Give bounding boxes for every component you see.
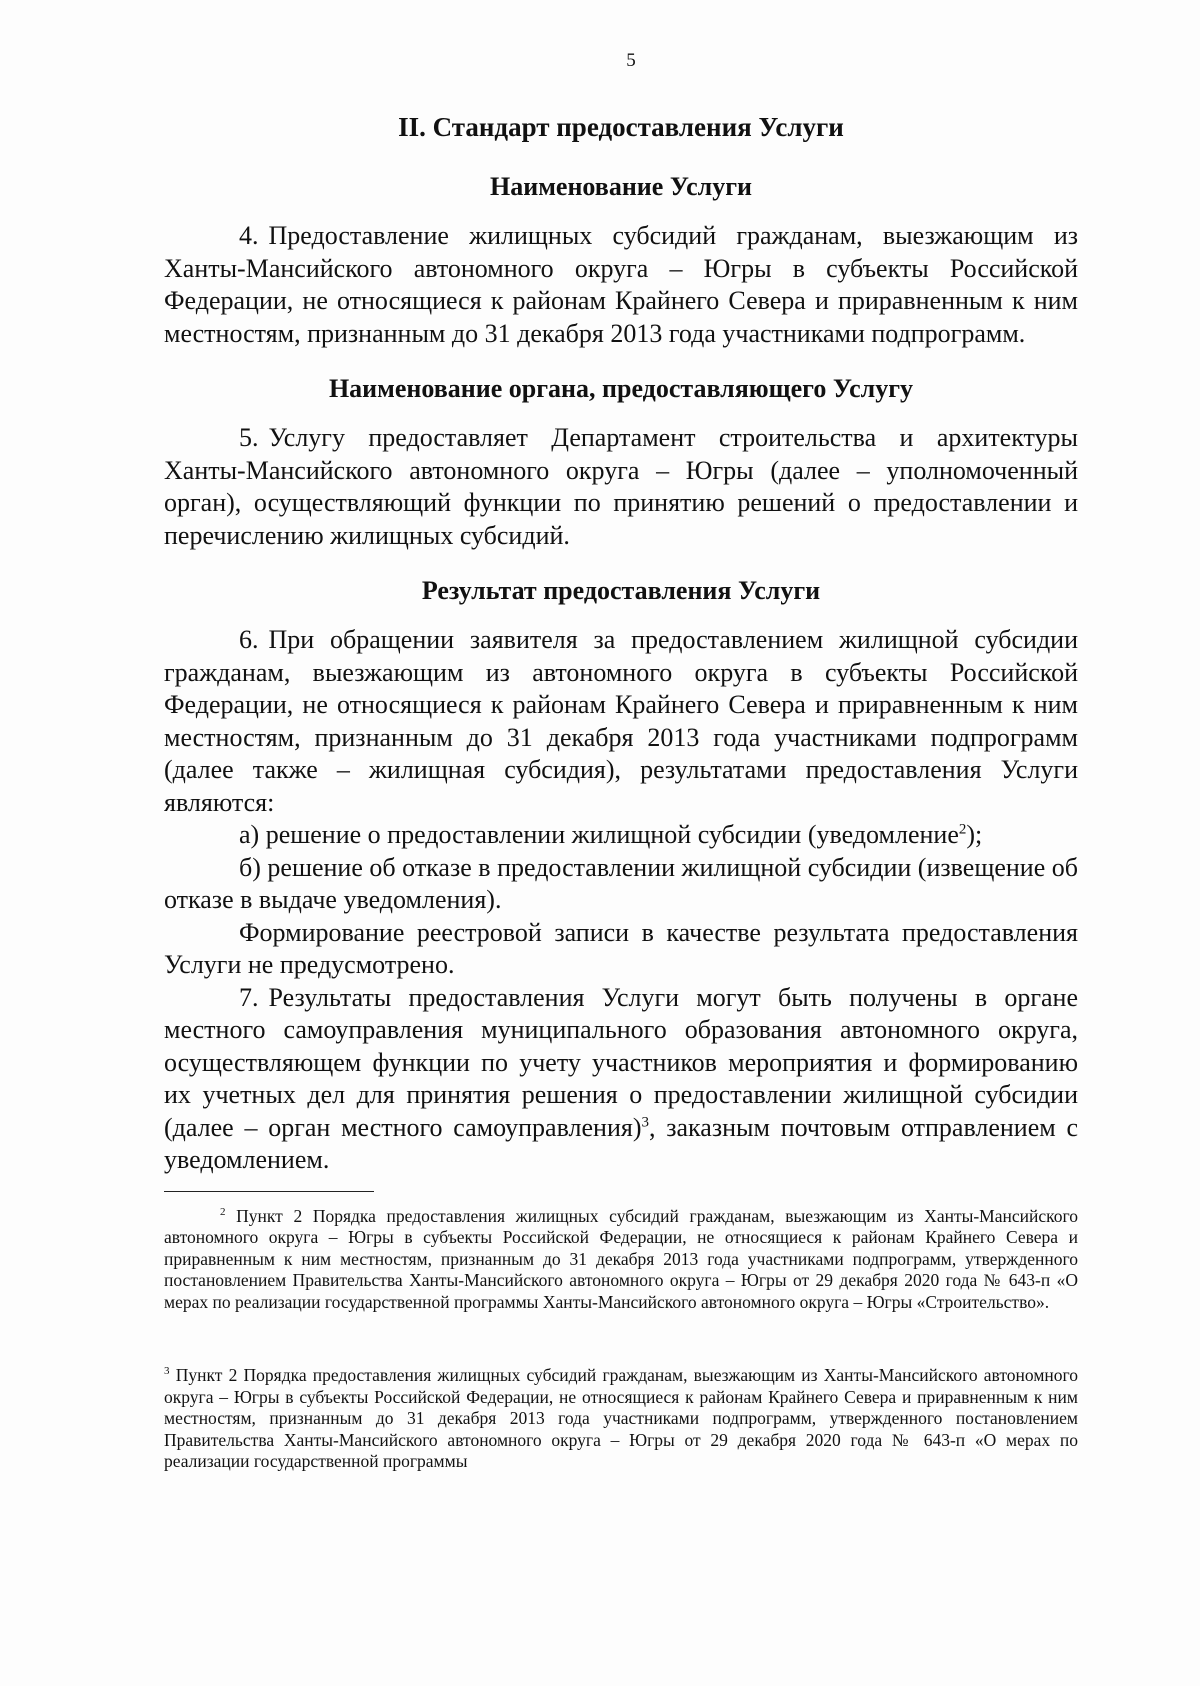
footnote-text: Пункт 2 Порядка предоставления жилищных субсидий гражданам, выезжающим из Ханты-Мансийского автономного округа – Югры в субъекты Российской Федерации, не относящиеся к районам Крайнего Севера и приравненным к ним местностям, признанным до 31 декабря 2013 года участниками подпрограмм, утвержденного постановлением Правительства Ханты-Мансийского автономного округа – Югры от 29 декабря 2020 года № 643-п «О мерах по реализации государственной программы (164, 1365, 1079, 1471)
paragraph-number: 4. (239, 221, 259, 250)
paragraph-6a (164, 819, 1078, 852)
paragraph-text-tail: ); (966, 820, 983, 849)
paragraph-text: Формирование реестровой записи в качестве результата предоставления Услуги не предусмотрено. (164, 917, 1078, 979)
footnote-3 (164, 1365, 1078, 1473)
paragraph-5 (164, 422, 1078, 552)
footnote-mark: 3 (164, 1365, 170, 1378)
page-number: 5 (626, 50, 636, 71)
paragraph-number: 7. (239, 982, 259, 1012)
footnote-ref[interactable]: 2 (958, 821, 967, 838)
page-content (164, 50, 1078, 1473)
paragraph-number: 5. (239, 423, 259, 452)
section-heading: Наименование Услуги (489, 172, 753, 201)
paragraph-text: При обращении заявителя за предоставлением жилищной субсидии гражданам, выезжающим из автономного округа в субъекты Российской Федерации, не относящиеся к районам Крайнего Севера и приравненным к ним местностям, признанным до 31 декабря 2013 года участниками подпрограмм (далее также – жилищная субсидия), результатами предоставления Услуги являются: (164, 625, 1078, 817)
paragraph-6c (164, 917, 1078, 982)
paragraph-text: б) решение об отказе в предоставлении жилищной субсидии (извещение об отказе в выдаче уведомления). (164, 852, 1078, 914)
footnote-ref[interactable]: 3 (641, 1113, 649, 1130)
footnote-2 (164, 1206, 1078, 1314)
paragraph-text: Предоставление жилищных субсидий гражданам, выезжающим из Ханты-Мансийского автономного округа – Югры в субъекты Российской Федерации, не относящиеся к районам Крайнего Севера и приравненным к ним местностям, признанным до 31 декабря 2013 года участниками подпрограмм. (164, 221, 1078, 348)
paragraph-text: Результаты предоставления Услуги могут быть получены в органе местного самоуправления муниципального образования автономного округа, осуществляющем функции по учету участников мероприятия и формированию их учетных дел для принятия решения о предоставлении жилищной субсидии (далее – орган местного самоуправления) (164, 982, 1078, 1142)
paragraph-6b (164, 852, 1078, 917)
section-title: II. Стандарт предоставления Услуги (398, 112, 844, 142)
paragraph-number: 6. (239, 625, 259, 654)
section-heading: Результат предоставления Услуги (421, 576, 821, 605)
footnote-divider (164, 1191, 374, 1192)
paragraph-6 (164, 624, 1078, 819)
paragraph-text: Услугу предоставляет Департамент строительства и архитектуры Ханты-Мансийского автономного округа – Югры (далее – уполномоченный орган), осуществляющий функции по принятию решений о предоставлении и перечислению жилищных субсидий. (164, 423, 1078, 550)
footnote-text: Пункт 2 Порядка предоставления жилищных субсидий гражданам, выезжающим из Ханты-Мансийского автономного округа – Югры в субъекты Российской Федерации, не относящиеся к районам Крайнего Севера и приравненным к ним местностям, признанным до 31 декабря 2013 года участниками подпрограмм, утвержденного постановлением Правительства Ханты-Мансийского автономного округа – Югры от 29 декабря 2020 года № 643-п «О мерах по реализации государственной программы Ханты-Мансийского автономного округа – Югры «Строительство». (164, 1205, 1078, 1312)
section-heading: Наименование органа, предоставляющего Услугу (328, 374, 914, 403)
paragraph-7 (164, 982, 1078, 1177)
footnote-mark: 2 (220, 1205, 226, 1218)
paragraph-text: а) решение о предоставлении жилищной субсидии (уведомление (239, 820, 959, 849)
paragraph-text-tail: , заказным почтовым отправлением с уведомлением. (164, 1112, 1078, 1174)
paragraph-4 (164, 220, 1078, 350)
